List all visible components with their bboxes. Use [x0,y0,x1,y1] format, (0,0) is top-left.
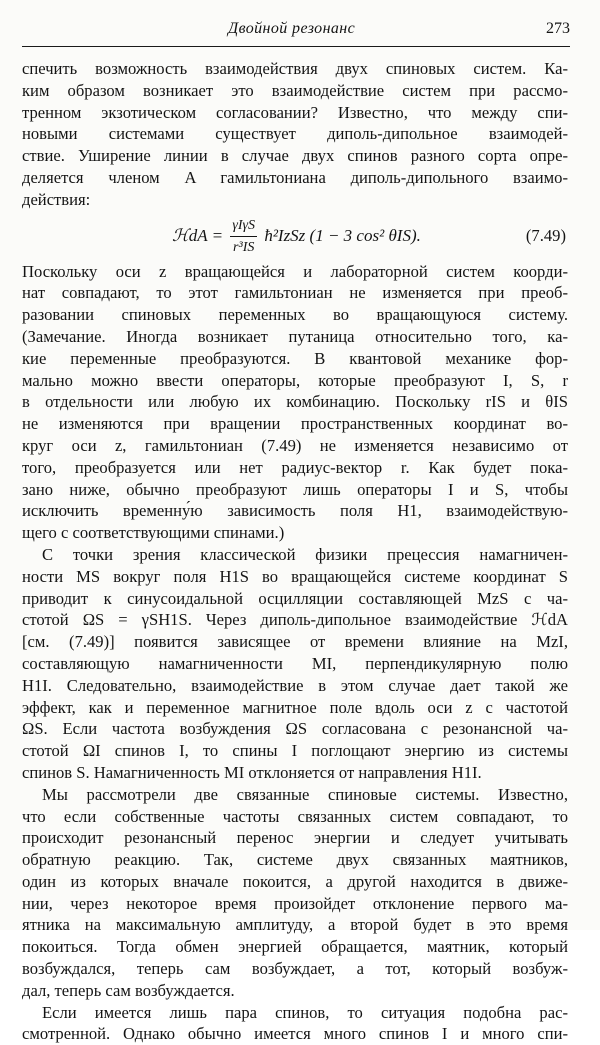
text-line: приводит к синусоидальной осцилляции составляющей MzS с ча- [22,588,568,608]
running-title: Двойной резонанс [228,20,356,37]
text-line: [см. (7.49)] появится зависящее от времени влияние на MzI, [22,632,568,652]
text-line: ΩS. Если частота возбуждения ΩS согласована с резонансной ча- [22,719,568,739]
text-line: тренном экзотическом согласовании? Известно, что между спи- [22,102,568,122]
page-header [22,12,570,48]
page-body [22,58,568,1045]
equation-rhs: ħ²IzSz (1 − 3 cos² θIS). [264,225,421,245]
text-line: Поскольку оси z вращающейся и лабораторной систем коорди- [22,261,568,281]
text-line: стотой ΩS = γSH1S. Через диполь-дипольное взаимодействие ℋdA [22,610,568,630]
text-line: спинов S. Намагниченность MI отклоняется от направления H1I. [22,762,482,782]
text-line: ствие. Уширение линии в случае двух спинов разного сорта опре- [22,146,568,166]
equation-body [172,215,421,260]
text-line: возбуждался, теперь сам возбуждает, а тот, который возбуж- [22,959,568,979]
text-line: кие переменные преобразуются. В квантовой механике фор- [22,348,568,368]
equation-7-49 [22,211,568,261]
paragraph-3 [22,544,568,784]
text-line: Если имеется лишь пара спинов, то ситуация подобна рас- [42,1002,568,1022]
fraction-numerator: γIγS [230,215,257,238]
text-line: (Замечание. Иногда возникает путаница относительно того, ка- [22,326,568,346]
text-line: С точки зрения классической физики прецессия намагничен- [42,544,568,564]
paragraph-4 [22,784,568,1002]
text-line: щего с соответствующими спинами.) [22,523,285,543]
text-line: дал, теперь сам возбуждается. [22,980,235,1000]
text-line: разовании спиновых переменных во вращающуюся систему. [22,305,568,325]
text-line: Мы рассмотрели две связанные спиновые системы. Известно, [42,784,568,804]
text-line: нат совпадают, то этот гамильтониан не изменяется при преоб- [22,283,568,303]
text-line: стотой ΩI спинов I, то спины I поглощают энергию из системы [22,741,568,761]
text-line: действия: [22,189,91,209]
text-line: деляется членом A гамильтониана диполь-дипольного взаимо- [22,167,568,187]
text-line: эффект, как и переменное магнитное поле вдоль оси z с частотой [22,697,568,717]
paragraph-1 [22,58,568,211]
text-line: спечить возможность взаимодействия двух спиновых систем. Ка- [22,59,568,78]
text-line: мально можно ввести операторы, которые преобразуют I, S, r [22,370,568,390]
text-line: покоиться. Тогда обмен энергией обращается, маятник, который [22,937,568,957]
paragraph-5 [22,1002,568,1045]
text-line: в отдельности или любую их комбинацию. Поскольку rIS и θIS [22,392,568,412]
page-number: 273 [546,20,570,37]
text-line: зано ниже, обычно преобразуют лишь операторы I и S, чтобы [22,479,568,499]
text-line: круг оси z, гамильтониан (7.49) не изменяется независимо от [22,435,568,455]
fraction-denominator: r³IS [233,240,255,256]
text-line: один из которых вначале покоится, а другой находится в движе- [22,871,568,891]
text-line: ким образом возникает это взаимодействие систем при рассмо- [22,80,568,100]
equation-lhs: ℋdA = [172,225,224,245]
header-rule [22,46,570,47]
text-line: ности MS вокруг поля H1S во вращающейся системе координат S [22,566,568,586]
text-line: составляющую намагниченности MI, перпендикулярную полю [22,653,568,673]
text-line: не изменяются при вращении пространственных координат во- [22,414,568,434]
text-line: происходит резонансный перенос энергии и следует учитывать [22,828,568,848]
paragraph-2 [22,261,568,544]
text-line: обратную реакцию. Так, системе двух связанных маятников, [22,850,568,870]
text-line: смотренной. Однако обычно имеется много спинов I и много спи- [22,1024,568,1044]
text-line: что если собственные частоты связанных систем совпадают, то [22,806,568,826]
equation-fraction [230,215,257,260]
text-line: H1I. Следовательно, взаимодействие в этом случае дает такой же [22,675,568,695]
text-line: того, преобразуется или нет радиус-вектор r. Как будет пока- [22,457,568,477]
text-line: исключить временну́ю зависимость поля H1, взаимодействую- [22,501,568,521]
text-line: ятника на максимальную амплитуду, а второй будет в это время [22,915,568,935]
text-line: новыми системами существует диполь-дипольное взаимодей- [22,124,568,144]
text-line: нии, через некоторое время произойдет отклонение первого ма- [22,893,568,913]
equation-number: (7.49) [525,225,566,245]
